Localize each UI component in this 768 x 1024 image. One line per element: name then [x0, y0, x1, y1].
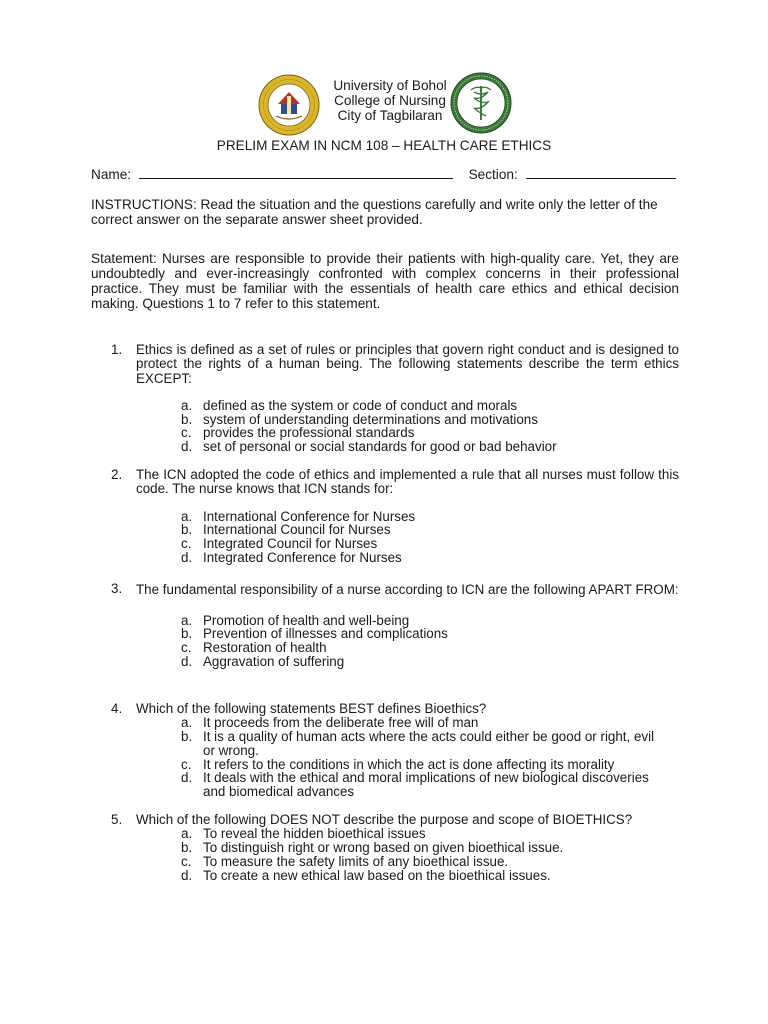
option-letter: b. [181, 626, 193, 642]
option-letter: d. [181, 653, 193, 669]
question-number: 5. [111, 812, 123, 827]
option-d [181, 771, 661, 799]
option-text: To reveal the hidden bioethical issues [203, 826, 426, 842]
option-a [181, 614, 679, 628]
university-name: University of Bohol [333, 78, 447, 93]
option-c [181, 641, 679, 655]
option-text: Integrated Conference for Nurses [203, 549, 402, 565]
options-list [181, 614, 679, 669]
option-text: To create a new ethical law based on the bioethical issues. [203, 867, 551, 883]
option-letter: b. [181, 522, 193, 538]
options-list [181, 716, 661, 799]
options-list [181, 399, 679, 454]
question-stem: The fundamental responsibility of a nurse according to ICN are the following APART FROM: [136, 582, 679, 597]
question-1 [111, 343, 679, 454]
option-letter: c. [181, 536, 192, 552]
option-d [181, 655, 679, 669]
name-section-line [91, 167, 676, 182]
question-stem: Which of the following DOES NOT describe the purpose and scope of BIOETHICS? [136, 812, 633, 827]
option-text: system of understanding determinations and motivations [203, 411, 538, 427]
name-label: Name: [91, 167, 132, 182]
option-d [181, 869, 679, 883]
options-list [181, 827, 679, 882]
question-number: 1. [111, 342, 123, 357]
options-list [181, 510, 679, 565]
option-a [181, 510, 679, 524]
university-seal-logo [258, 74, 320, 136]
option-letter: a. [181, 397, 193, 413]
option-text: provides the professional standards [203, 425, 415, 441]
question-stem: Which of the following statements BEST defines Bioethics? [136, 701, 487, 716]
option-b [181, 413, 679, 427]
option-b [181, 523, 679, 537]
statement: Statement: Nurses are responsible to provide their patients with high-quality care. Yet, they are undoubtedly and ever-increasingly confronted with complex concerns in their professional practice. They must be familiar with the essentials of health care ethics and ethical decision making. Questions 1 to 7 refer to this statement. [91, 251, 679, 311]
option-letter: c. [181, 853, 192, 869]
institution-header [330, 78, 450, 123]
name-field[interactable] [139, 167, 453, 179]
option-text: Restoration of health [203, 640, 327, 656]
question-3 [111, 582, 679, 669]
question-number: 3. [111, 581, 123, 596]
option-letter: a. [181, 508, 193, 524]
option-a [181, 716, 661, 730]
option-text: It proceeds from the deliberate free will of man [203, 715, 479, 731]
option-letter: d. [181, 867, 193, 883]
question-stem: Ethics is defined as a set of rules or principles that govern right conduct and is designed to protect the rights of a human being. The following statements describe the term ethics EXCEPT: [136, 342, 679, 386]
option-d [181, 440, 679, 454]
option-text: To measure the safety limits of any bioethical issue. [203, 853, 509, 869]
option-c [181, 426, 679, 440]
option-letter: a. [181, 612, 193, 628]
option-b [181, 627, 679, 641]
question-number: 4. [111, 701, 123, 716]
option-text: Promotion of health and well-being [203, 612, 410, 628]
option-letter: c. [181, 425, 192, 441]
nursing-seal-logo [450, 72, 512, 134]
option-text: Aggravation of suffering [203, 653, 345, 669]
option-a [181, 399, 679, 413]
option-b [181, 841, 679, 855]
option-text: Prevention of illnesses and complications [203, 626, 448, 642]
option-text: International Conference for Nurses [203, 508, 416, 524]
option-a [181, 827, 679, 841]
option-letter: a. [181, 826, 193, 842]
option-c [181, 855, 679, 869]
option-text: It is a quality of human acts where the acts could either be good or right, evil or wrong. [203, 729, 655, 758]
question-number: 2. [111, 467, 123, 482]
option-letter: b. [181, 411, 193, 427]
option-letter: c. [181, 640, 192, 656]
option-letter: b. [181, 729, 193, 745]
option-text: To distinguish right or wrong based on given bioethical issue. [203, 840, 564, 856]
option-letter: d. [181, 770, 193, 786]
question-5 [111, 813, 679, 882]
option-b [181, 730, 661, 758]
section-label: Section: [468, 167, 518, 182]
section-field[interactable] [526, 167, 676, 179]
instructions: INSTRUCTIONS: Read the situation and the questions carefully and write only the letter of the correct answer on the separate answer sheet provided. [91, 197, 658, 227]
option-text: Integrated Council for Nurses [203, 536, 378, 552]
option-letter: c. [181, 756, 192, 772]
option-letter: a. [181, 715, 193, 731]
option-text: defined as the system or code of conduct and morals [203, 397, 518, 413]
question-4 [111, 702, 679, 799]
question-stem: The ICN adopted the code of ethics and implemented a rule that all nurses must follow this code. The nurse knows that ICN stands for: [136, 467, 679, 497]
option-letter: d. [181, 549, 193, 565]
city-name: City of Tagbilaran [337, 108, 443, 123]
option-text: International Council for Nurses [203, 522, 391, 538]
option-letter: d. [181, 439, 193, 455]
option-text: It refers to the conditions in which the act is done affecting its morality [203, 756, 615, 772]
option-text: set of personal or social standards for good or bad behavior [203, 439, 557, 455]
option-d [181, 551, 679, 565]
exam-title: PRELIM EXAM IN NCM 108 – HEALTH CARE ETHICS [216, 138, 552, 153]
option-letter: b. [181, 840, 193, 856]
option-c [181, 758, 661, 772]
college-name: College of Nursing [334, 93, 446, 108]
question-2 [111, 468, 679, 565]
option-c [181, 537, 679, 551]
option-text: It deals with the ethical and moral implications of new biological discoveries and biomedical advances [203, 770, 649, 800]
